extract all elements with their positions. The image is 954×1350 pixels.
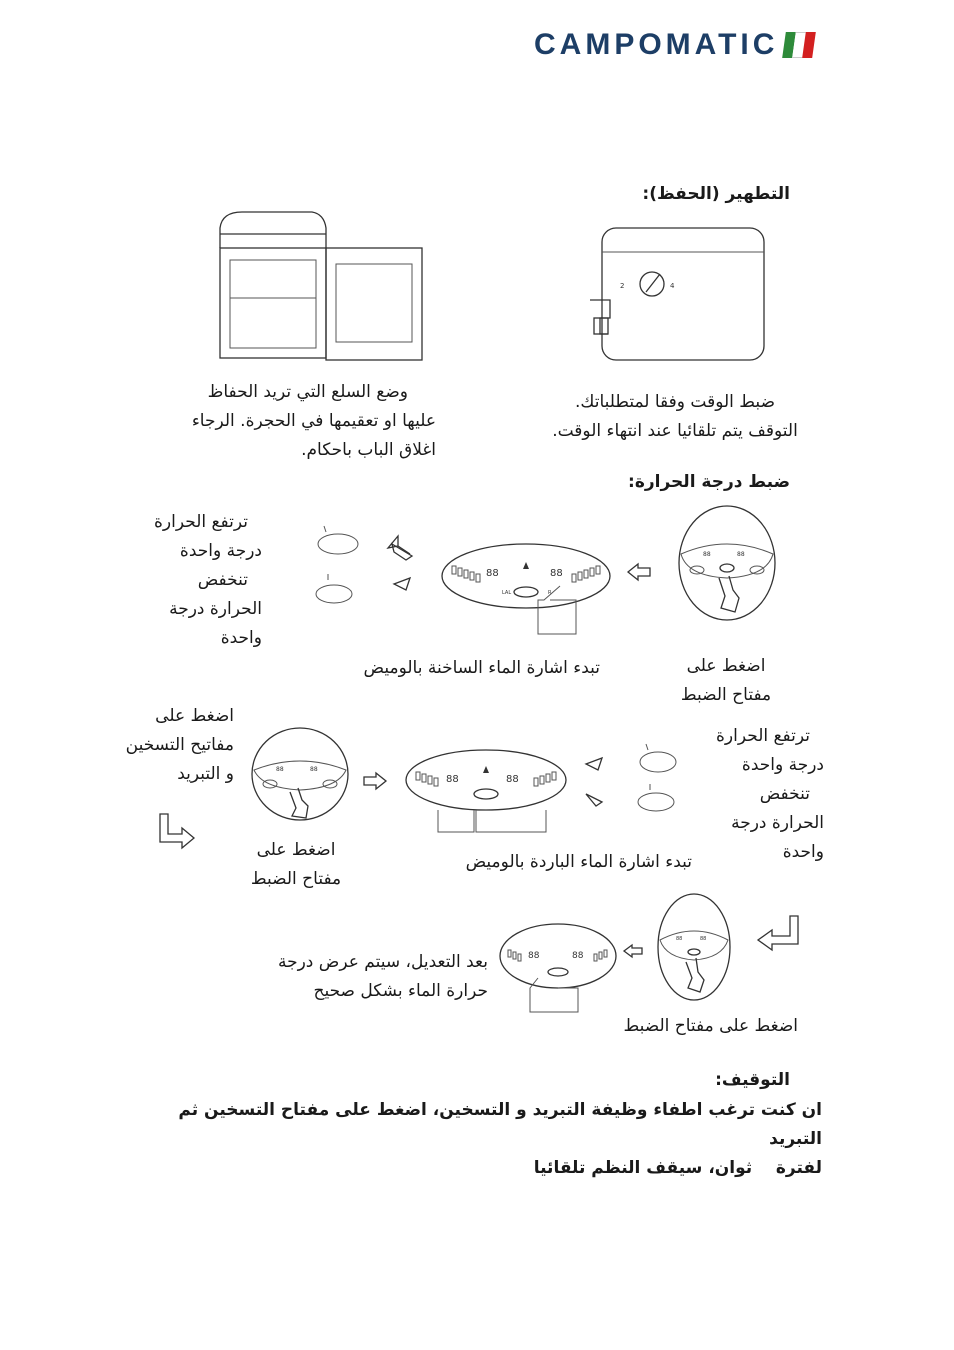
- sterilization-timer-text: [530, 388, 820, 446]
- up-down-arrows-icon: [312, 526, 422, 606]
- svg-text:4: 4: [670, 282, 675, 290]
- display-cold-flash-illustration: [404, 748, 570, 834]
- sterilization-title: التطهير (الحفظ):: [642, 184, 790, 204]
- brand-logo: [534, 30, 814, 60]
- row1-hot-flash-text: تبدء اشارة الماء الساخنة بالوميض: [363, 658, 600, 678]
- text-line: درجة واحدة: [179, 541, 262, 561]
- svg-text:88: 88: [700, 936, 707, 942]
- text-line: اضغط على: [155, 706, 234, 726]
- svg-text:88: 88: [446, 774, 459, 785]
- arrow-left-icon: [626, 563, 652, 581]
- text-line: واحدة: [220, 628, 262, 648]
- display-right-digits: 88: [550, 568, 563, 579]
- display-left-digits: 88: [486, 568, 499, 579]
- text-line: لفترة ثوان، سيقف النظم تلقائيا: [533, 1158, 822, 1178]
- brand-name: CAMPOMATIC: [534, 28, 779, 61]
- sterilization-goods-text: [140, 378, 436, 465]
- text-line: و التبريد: [177, 764, 234, 784]
- svg-text:2: 2: [620, 282, 625, 290]
- row3-after-adjust-text: [230, 948, 488, 1006]
- text-line: واحدة: [782, 842, 824, 862]
- sterilizer-cabinet-illustration: [212, 208, 432, 368]
- display-final-illustration: [498, 922, 618, 1014]
- row2-raise-lower-text: [690, 722, 824, 867]
- row2-press-set-text: [232, 836, 360, 894]
- control-panel-press-set-illustration: [677, 504, 777, 622]
- row1-press-set-text: [660, 652, 792, 710]
- text-line: مفتاح الضبط: [250, 869, 342, 889]
- svg-text:88: 88: [528, 951, 540, 961]
- italian-flag-icon: [783, 32, 817, 58]
- arrow-left-icon: [622, 944, 644, 958]
- text-line: ترتفع الحرارة: [716, 726, 810, 746]
- corner-arrow-left-icon: [756, 914, 802, 954]
- text-line: عليها او تعقيمها في الحجرة. الرجاء: [191, 411, 436, 431]
- svg-text:88: 88: [310, 766, 318, 773]
- row2-press-heat-cool-text: [100, 702, 234, 789]
- text-line: ان كنت ترغب اطفاء وظيفة التبريد و التسخين، اضغط على مفتاح التسخين ثم التبريد: [178, 1100, 822, 1149]
- svg-text:88: 88: [276, 766, 284, 773]
- display-hot-flash-illustration: [440, 542, 612, 632]
- stop-title: التوقيف:: [715, 1070, 790, 1090]
- text-line: اغلاق الباب باحكام.: [301, 440, 436, 460]
- row3-press-set-text: اضغط على مفتاح الضبط: [623, 1016, 798, 1036]
- text-line: اضغط على: [686, 656, 766, 676]
- display-right-label: R: [548, 590, 552, 596]
- control-panel-final-set-illustration: [656, 892, 732, 1002]
- display-left-label: LAL: [502, 590, 512, 596]
- temperature-title: ضبط درجة الحرارة:: [628, 472, 790, 492]
- svg-text:88: 88: [703, 551, 711, 558]
- text-line: التوقف يتم تلقائيا عند انتهاء الوقت.: [552, 421, 798, 441]
- svg-text:88: 88: [676, 936, 683, 942]
- svg-text:88: 88: [737, 551, 745, 558]
- text-line: مفاتيح التسخين: [125, 735, 234, 755]
- text-line: ضبط الوقت وفقا لمتطلباتك.: [574, 392, 775, 412]
- up-down-arrows-icon: [582, 744, 682, 824]
- text-line: الحرارة درجة: [731, 813, 824, 833]
- text-line: تنخفض: [759, 784, 810, 804]
- text-line: وضع السلع التي تريد الحفاظ: [207, 382, 408, 402]
- row2-cold-flash-text: تبدء اشارة الماء الباردة بالوميض: [465, 852, 692, 872]
- row1-raise-lower-text: [120, 508, 262, 653]
- control-panel-heat-cool-illustration: [250, 726, 350, 822]
- text-line: درجة واحدة: [741, 755, 824, 775]
- arrow-right-icon: [362, 772, 388, 790]
- svg-text:88: 88: [506, 774, 519, 785]
- appliance-timer-illustration: [590, 222, 770, 372]
- text-line: تنخفض: [197, 570, 248, 590]
- text-line: حرارة الماء بشكل صحيح: [313, 981, 488, 1001]
- text-line: بعد التعديل، سيتم عرض درجة: [277, 952, 488, 972]
- corner-arrow-right-icon: [156, 812, 196, 852]
- text-line: مفتاح الضبط: [680, 685, 772, 705]
- text-line: ترتفع الحرارة: [154, 512, 248, 532]
- text-line: اضغط على: [256, 840, 336, 860]
- text-line: الحرارة درجة: [169, 599, 262, 619]
- stop-instructions: [130, 1096, 822, 1183]
- svg-text:88: 88: [572, 951, 584, 961]
